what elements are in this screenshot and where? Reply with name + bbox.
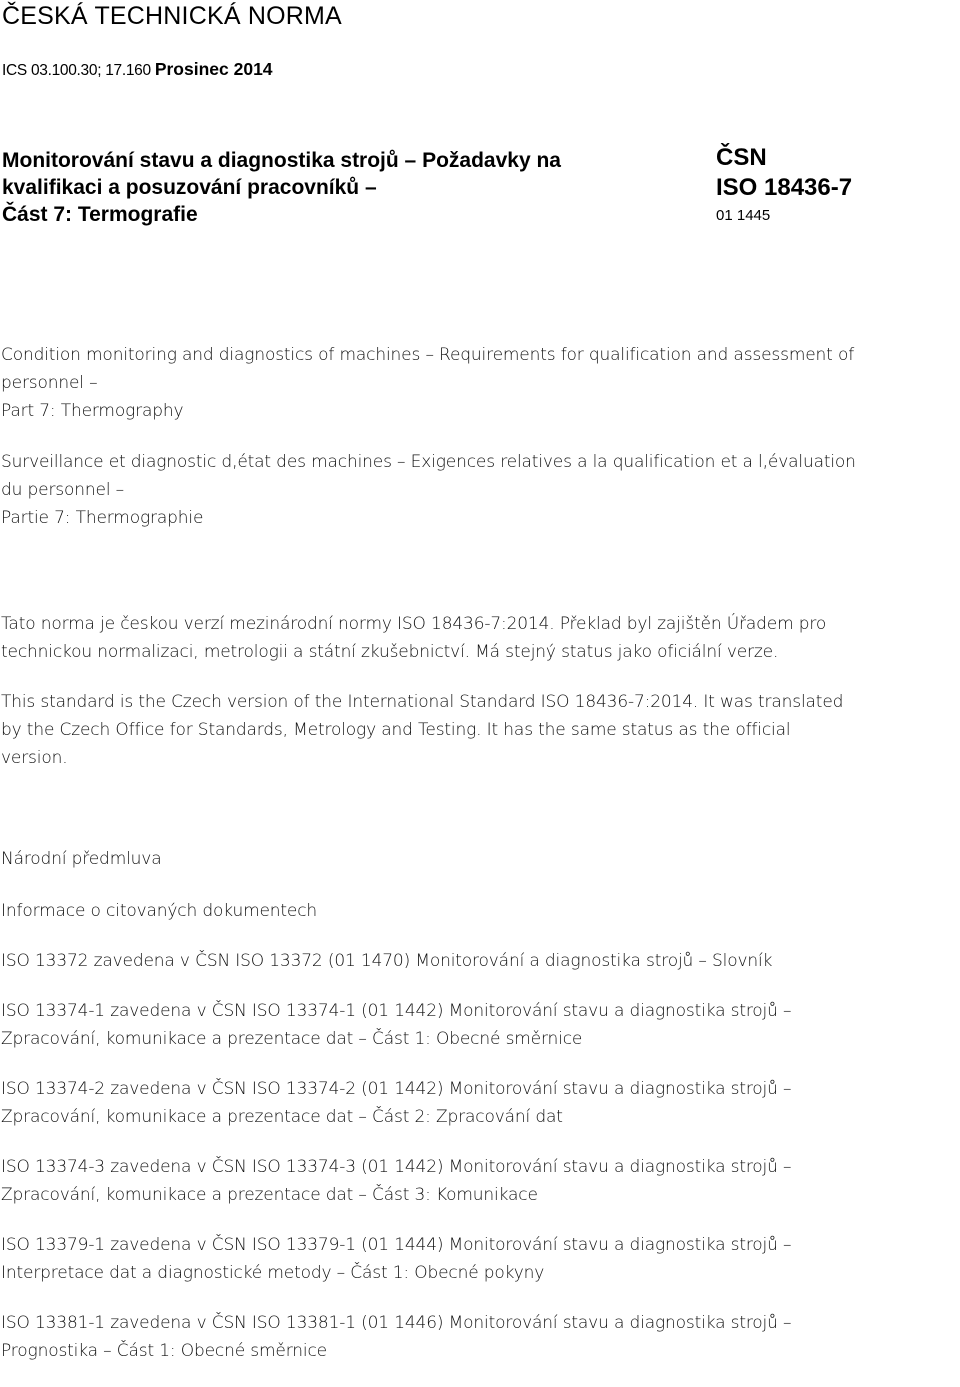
list-item xyxy=(1,1231,959,1287)
reference-line: ISO 13374-2 zavedena v ČSN ISO 13374-2 (01 1442) Monitorování stavu a diagnostika strojů – xyxy=(1,1079,792,1099)
french-title xyxy=(1,448,959,532)
classification-code: 01 1445 xyxy=(716,207,771,224)
czech-title xyxy=(2,147,642,228)
reference-line: Zpracování, komunikace a prezentace dat – Část 1: Obecné směrnice xyxy=(1,1029,583,1049)
ics-date-line xyxy=(2,56,273,84)
reference-line: ISO 13379-1 zavedena v ČSN ISO 13379-1 (01 1444) Monitorování stavu a diagnostika strojů – xyxy=(1,1235,792,1255)
cited-documents-list xyxy=(1,947,959,1387)
czech-note-line: technickou normalizaci, metrologii a státní zkušebnictví. Má stejný status jako oficiální verze. xyxy=(1,642,779,662)
french-title-line: Partie 7: Thermographie xyxy=(1,508,204,528)
standard-number: ISO 18436-7 xyxy=(716,174,853,201)
list-item xyxy=(1,1075,959,1131)
csn-label: ČSN xyxy=(716,144,767,171)
reference-line: ISO 13374-1 zavedena v ČSN ISO 13374-1 (01 1442) Monitorování stavu a diagnostika strojů – xyxy=(1,1001,792,1021)
reference-line: ISO 13372 zavedena v ČSN ISO 13372 (01 1470) Monitorování a diagnostika strojů – Slovník xyxy=(1,951,773,971)
national-foreword-heading: Národní předmluva xyxy=(1,849,162,869)
english-title-line: Condition monitoring and diagnostics of machines – Requirements for qualification and assessment of xyxy=(1,345,855,365)
reference-line: Zpracování, komunikace a prezentace dat – Část 2: Zpracování dat xyxy=(1,1107,563,1127)
english-title xyxy=(1,341,959,425)
publication-date: Prosinec 2014 xyxy=(154,59,273,79)
english-version-note xyxy=(1,688,959,772)
list-item xyxy=(1,1153,959,1209)
czech-note-line: Tato norma je českou verzí mezinárodní normy ISO 18436-7:2014. Překlad byl zajištěn Úřadem pro xyxy=(1,614,827,634)
list-item xyxy=(1,997,959,1053)
reference-line: Prognostika – Část 1: Obecné směrnice xyxy=(1,1341,327,1361)
english-title-line: Part 7: Thermography xyxy=(1,401,184,421)
czech-title-line: kvalifikaci a posuzování pracovníků – xyxy=(2,176,377,199)
list-item xyxy=(1,947,959,975)
standard-designation xyxy=(716,143,852,227)
english-note-line: This standard is the Czech version of the International Standard ISO 18436-7:2014. It was translated xyxy=(1,692,844,712)
ics-code: ICS 03.100.30; 17.160 xyxy=(2,62,151,79)
czech-title-line: Část 7: Termografie xyxy=(2,203,198,226)
reference-line: ISO 13381-1 zavedena v ČSN ISO 13381-1 (01 1446) Monitorování stavu a diagnostika strojů – xyxy=(1,1313,792,1333)
french-title-line: du personnel – xyxy=(1,480,125,500)
reference-line: Zpracování, komunikace a prezentace dat – Část 3: Komunikace xyxy=(1,1185,538,1205)
reference-line: ISO 13374-3 zavedena v ČSN ISO 13374-3 (01 1442) Monitorování stavu a diagnostika strojů – xyxy=(1,1157,792,1177)
english-note-line: version. xyxy=(1,748,68,768)
reference-line: Interpretace dat a diagnostické metody – Část 1: Obecné pokyny xyxy=(1,1263,545,1283)
czech-title-line: Monitorování stavu a diagnostika strojů – Požadavky na xyxy=(2,149,561,172)
french-title-line: Surveillance et diagnostic d‚état des machines – Exigences relatives a la qualification et a l‚évaluation xyxy=(1,452,856,472)
cited-documents-heading: Informace o citovaných dokumentech xyxy=(1,901,318,921)
english-title-line: personnel – xyxy=(1,373,98,393)
norm-type-title: ČESKÁ TECHNICKÁ NORMA xyxy=(2,2,342,30)
english-note-line: by the Czech Office for Standards, Metrology and Testing. It has the same status as the official xyxy=(1,720,791,740)
list-item xyxy=(1,1309,959,1365)
czech-version-note xyxy=(1,610,959,666)
